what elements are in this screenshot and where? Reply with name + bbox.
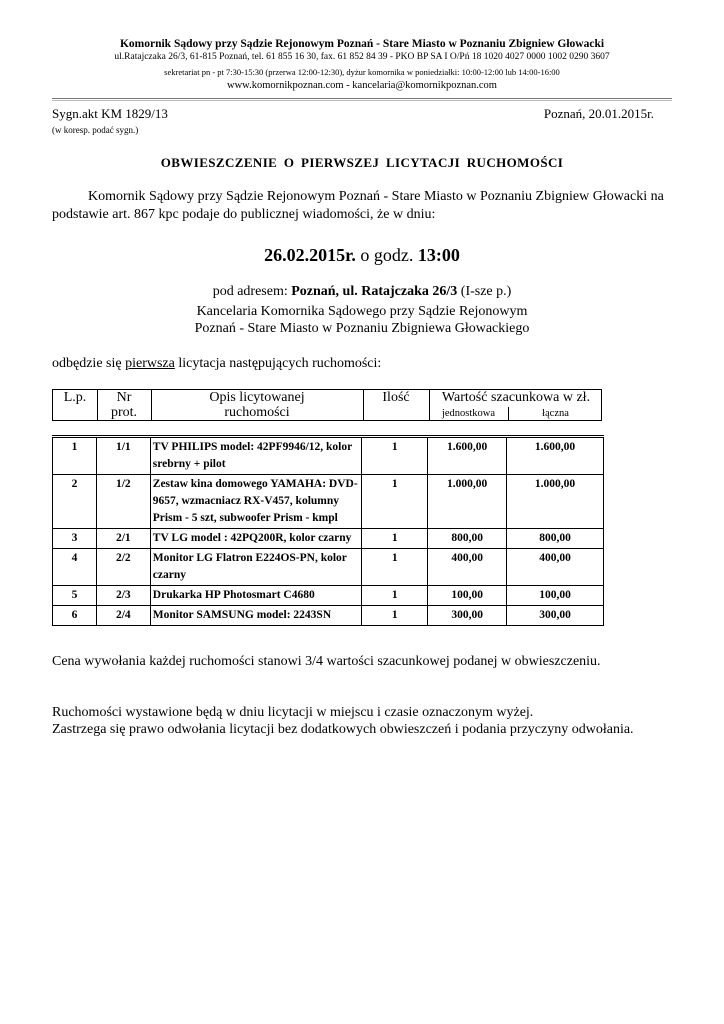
display-note: Ruchomości wystawione będą w dniu licytacji w miejscu i czasie oznaczonym wyżej. xyxy=(52,705,534,720)
price-note: Cena wywołania każdej ruchomości stanowi 3/4 wartości szacunkowej podanej w obwieszczeniu. xyxy=(52,654,601,669)
case-signature: Sygn.akt KM 1829/13 xyxy=(52,106,168,121)
row-lp: 5 xyxy=(53,586,97,606)
table-row xyxy=(53,606,604,626)
row-description: Zestaw kina domowego YAMAHA: DVD-9657, wzmacniacz RX-V457, kolumny Prism - 5 szt, subwoofer Prism - kmpl xyxy=(150,475,362,529)
auction-time: 13:00 xyxy=(417,245,460,265)
row-nr: 2/2 xyxy=(96,549,150,586)
lead-sentence xyxy=(52,356,381,372)
header-nr: Nr xyxy=(116,390,132,405)
intro-paragraph: Komornik Sądowy przy Sądzie Rejonowym Poznań - Stare Miasto w Poznaniu Zbigniew Głowacki na podstawie art. 867 kpc podaje do publicznej wiadomości, że w dniu: xyxy=(52,189,664,222)
row-description: TV LG model : 42PQ200R, kolor czarny xyxy=(150,529,362,549)
row-description: TV PHILIPS model: 42PF9946/12, kolor srebrny + pilot xyxy=(150,437,362,475)
lead-underlined: pierwsza xyxy=(125,356,175,371)
row-nr: 2/1 xyxy=(96,529,150,549)
auction-datetime xyxy=(0,245,724,266)
table-row xyxy=(53,529,604,549)
auction-floor: (I-sze p.) xyxy=(460,284,512,299)
header-divider xyxy=(52,98,672,99)
header-wartosc: Wartość szacunkowa w zł. xyxy=(441,390,591,405)
document-date: Poznań, 20.01.2015r. xyxy=(543,106,654,121)
row-description: Monitor SAMSUNG model: 2243SN xyxy=(150,606,362,626)
reserve-note: Zastrzega się prawo odwołania licytacji bez dodatkowych obwieszczeń i podania przyczyny odwołania. xyxy=(52,722,634,737)
office-hours: sekretariat pn - pt 7:30-15:30 (przerwa 12:00-12:30), dyżur komornika w poniedziałki: 10:00-12:00 lub 14:00-16:00 xyxy=(164,67,560,77)
row-quantity: 1 xyxy=(362,437,428,475)
row-unit-value: 300,00 xyxy=(428,606,507,626)
header-divider-secondary xyxy=(52,100,672,101)
table-row xyxy=(53,549,604,586)
lead-before: odbędzie się xyxy=(52,356,122,371)
lead-after: licytacja następujących ruchomości: xyxy=(178,356,382,371)
row-unit-value: 800,00 xyxy=(428,529,507,549)
header-prot: prot. xyxy=(110,405,138,420)
auction-place-line1: Kancelaria Komornika Sądowego przy Sądzie Rejonowym xyxy=(196,304,528,319)
row-total-value: 1.000,00 xyxy=(507,475,604,529)
header-ilosc: Ilość xyxy=(382,390,410,405)
header-ruchomosci: ruchomości xyxy=(224,405,290,420)
items-table xyxy=(52,435,604,626)
row-quantity: 1 xyxy=(362,586,428,606)
row-lp: 4 xyxy=(53,549,97,586)
row-description: Drukarka HP Photosmart C4680 xyxy=(150,586,362,606)
row-total-value: 800,00 xyxy=(507,529,604,549)
row-description: Monitor LG Flatron E224OS-PN, kolor czarny xyxy=(150,549,362,586)
office-address: ul.Ratajczaka 26/3, 61-815 Poznań, tel. 61 855 16 30, fax. 61 852 84 39 - PKO BP SA I O/Pń 18 1020 4027 0000 1002 0290 3607 xyxy=(114,52,610,62)
header-lp: L.p. xyxy=(63,390,87,405)
row-quantity: 1 xyxy=(362,606,428,626)
table-row xyxy=(53,475,604,529)
header-opis: Opis licytowanej xyxy=(209,390,305,405)
row-unit-value: 1.000,00 xyxy=(428,475,507,529)
auction-place-line2: Poznań - Stare Miasto w Poznaniu Zbigniewa Głowackiego xyxy=(194,321,530,336)
header-laczna: łączna xyxy=(542,408,569,419)
row-unit-value: 1.600,00 xyxy=(428,437,507,475)
row-quantity: 1 xyxy=(362,529,428,549)
office-web-email: www.komornikpoznan.com - kancelaria@komornikpoznan.com xyxy=(227,80,497,91)
row-quantity: 1 xyxy=(362,475,428,529)
row-total-value: 300,00 xyxy=(507,606,604,626)
row-nr: 2/3 xyxy=(96,586,150,606)
row-nr: 2/4 xyxy=(96,606,150,626)
row-unit-value: 100,00 xyxy=(428,586,507,606)
table-row xyxy=(53,586,604,606)
auction-date: 26.02.2015r. xyxy=(264,245,356,265)
row-lp: 1 xyxy=(53,437,97,475)
row-total-value: 1.600,00 xyxy=(507,437,604,475)
table-header xyxy=(52,389,602,421)
office-name: Komornik Sądowy przy Sądzie Rejonowym Poznań - Stare Miasto w Poznaniu Zbigniew Głowacki xyxy=(119,38,605,50)
row-lp: 3 xyxy=(53,529,97,549)
row-lp: 6 xyxy=(53,606,97,626)
auction-address xyxy=(0,284,724,300)
auction-address-value: Poznań, ul. Ratajczaka 26/3 xyxy=(291,284,458,299)
auction-time-label: o godz. xyxy=(360,245,414,265)
row-quantity: 1 xyxy=(362,549,428,586)
document-title: OBWIESZCZENIE O PIERWSZEJ LICYTACJI RUCHOMOŚCI xyxy=(160,155,564,170)
row-total-value: 100,00 xyxy=(507,586,604,606)
correspondence-note: (w koresp. podać sygn.) xyxy=(52,125,139,135)
table-row xyxy=(53,437,604,475)
row-unit-value: 400,00 xyxy=(428,549,507,586)
row-nr: 1/2 xyxy=(96,475,150,529)
auction-address-prefix: pod adresem: xyxy=(212,284,288,299)
header-jednostkowa: jednostkowa xyxy=(441,408,496,419)
row-lp: 2 xyxy=(53,475,97,529)
row-total-value: 400,00 xyxy=(507,549,604,586)
row-nr: 1/1 xyxy=(96,437,150,475)
